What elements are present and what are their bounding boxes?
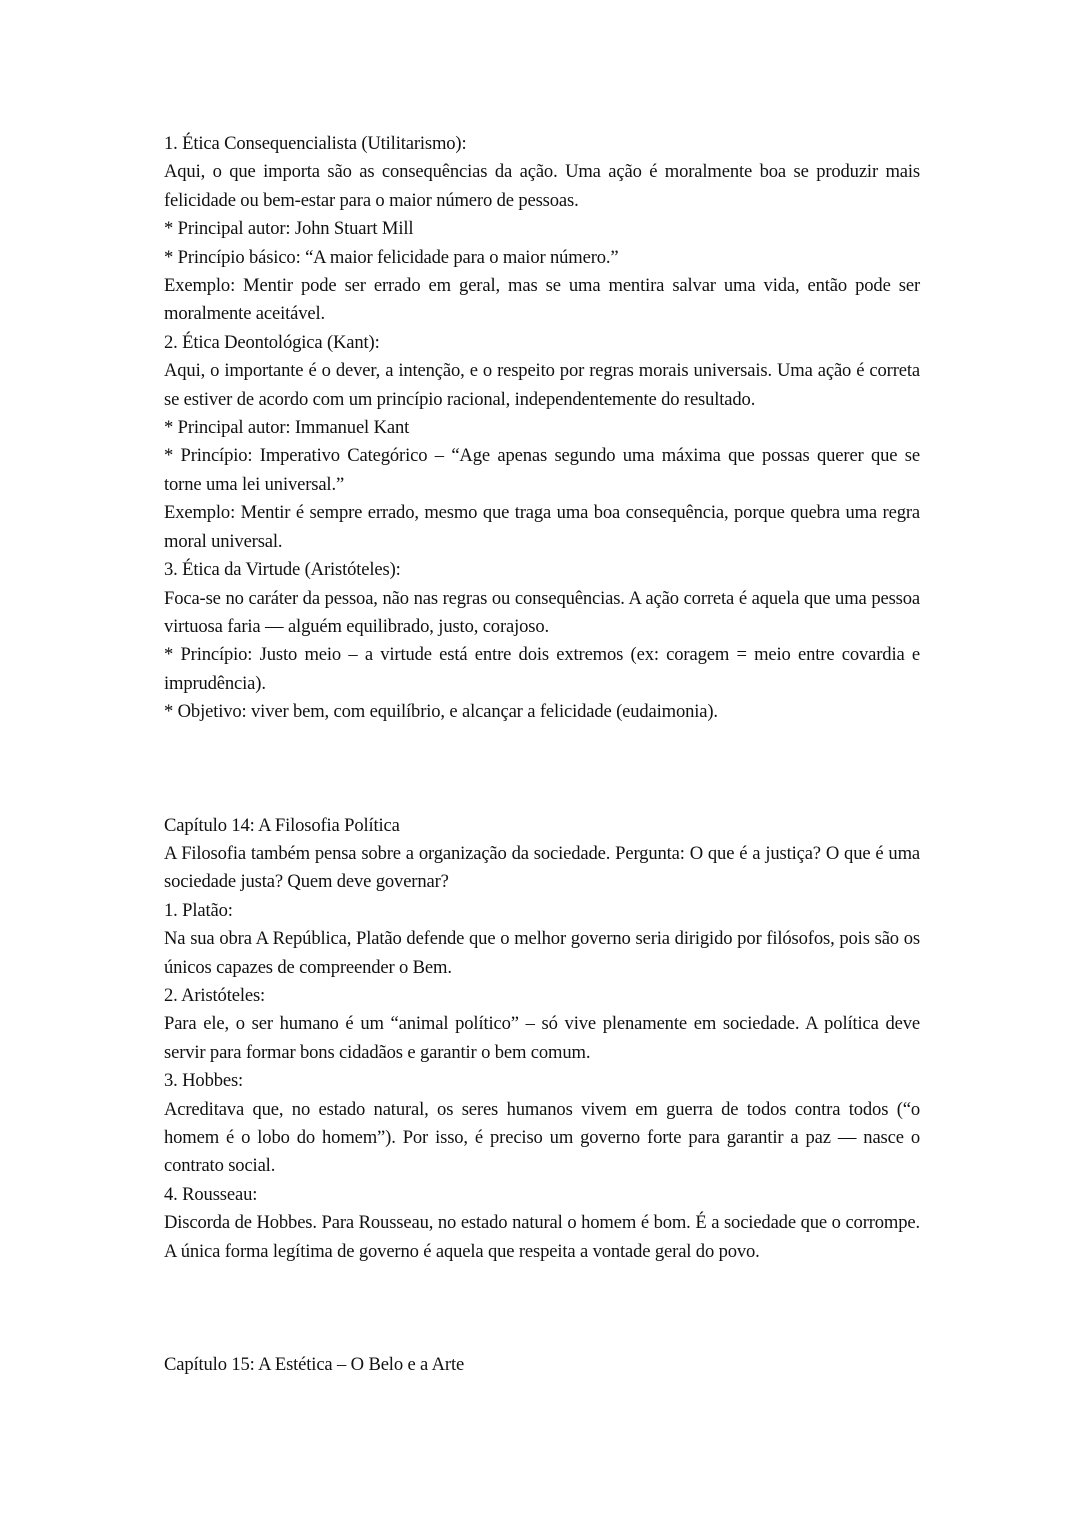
heading-rousseau: 4. Rousseau: xyxy=(164,1183,258,1205)
paragraph-virtue: Foca-se no caráter da pessoa, não nas regras ou consequências. A ação correta é aquela que uma pessoa virtuosa faria — alguém equilibrado, justo, corajoso. xyxy=(164,587,920,637)
spacer xyxy=(164,1266,920,1351)
example-deontological: Exemplo: Mentir é sempre errado, mesmo que traga uma boa consequência, porque quebra uma regra moral universal. xyxy=(164,502,920,552)
paragraph-hobbes: Acreditava que, no estado natural, os seres humanos vivem em guerra de todos contra todos (“o homem é o lobo do homem”). Por isso, é preciso um governo forte para garantir a paz — nasce o contrato social. xyxy=(164,1098,920,1177)
bullet-author-kant: * Principal autor: Immanuel Kant xyxy=(164,417,410,439)
bullet-principle-categorical: * Princípio: Imperativo Categórico – “Age apenas segundo uma máxima que possas querer que se torne uma lei universal.” xyxy=(164,445,920,495)
heading-virtue: 3. Ética da Virtude (Aristóteles): xyxy=(164,559,401,581)
paragraph-aristotle: Para ele, o ser humano é um “animal político” – só vive plenamente em sociedade. A política deve servir para formar bons cidadãos e garantir o bem comum. xyxy=(164,1013,920,1063)
document-page xyxy=(164,130,920,1379)
ethics-section xyxy=(164,130,920,727)
paragraph-consequentialist: Aqui, o que importa são as consequências da ação. Uma ação é moralmente boa se produzir mais felicidade ou bem-estar para o maior número de pessoas. xyxy=(164,161,920,211)
bullet-author-mill: * Principal autor: John Stuart Mill xyxy=(164,218,414,240)
paragraph-rousseau: Discorda de Hobbes. Para Rousseau, no estado natural o homem é bom. É a sociedade que o corrompe. A única forma legítima de governo é aquela que respeita a vontade geral do povo. xyxy=(164,1212,920,1262)
chapter-14-title: Capítulo 14: A Filosofia Política xyxy=(164,814,400,836)
example-consequentialist: Exemplo: Mentir pode ser errado em geral, mas se uma mentira salvar uma vida, então pode ser moralmente aceitável. xyxy=(164,275,920,325)
aesthetics-section xyxy=(164,1351,920,1379)
chapter-14-intro: A Filosofia também pensa sobre a organização da sociedade. Pergunta: O que é a justiça? O que é uma sociedade justa? Quem deve governar? xyxy=(164,842,920,893)
bullet-principle-basic: * Princípio básico: “A maior felicidade para o maior número.” xyxy=(164,246,619,268)
bullet-objective: * Objetivo: viver bem, com equilíbrio, e alcançar a felicidade (eudaimonia). xyxy=(164,701,718,723)
heading-consequentialist: 1. Ética Consequencialista (Utilitarismo): xyxy=(164,133,467,154)
heading-deontological: 2. Ética Deontológica (Kant): xyxy=(164,331,380,353)
paragraph-plato: Na sua obra A República, Platão defende que o melhor governo seria dirigido por filósofos, pois são os únicos capazes de compreender o Bem. xyxy=(164,928,920,978)
heading-aristotle: 2. Aristóteles: xyxy=(164,984,266,1006)
heading-plato: 1. Platão: xyxy=(164,899,233,921)
political-philosophy-section xyxy=(164,812,920,1267)
paragraph-deontological: Aqui, o importante é o dever, a intenção, e o respeito por regras morais universais. Uma ação é correta se estiver de acordo com um princípio racional, independentemente do resultado. xyxy=(164,360,920,410)
spacer xyxy=(164,727,920,812)
heading-hobbes: 3. Hobbes: xyxy=(164,1070,244,1092)
bullet-principle-mean: * Princípio: Justo meio – a virtude está entre dois extremos (ex: coragem = meio entre covardia e imprudência). xyxy=(164,644,920,694)
chapter-15-title: Capítulo 15: A Estética – O Belo e a Arte xyxy=(164,1354,465,1376)
